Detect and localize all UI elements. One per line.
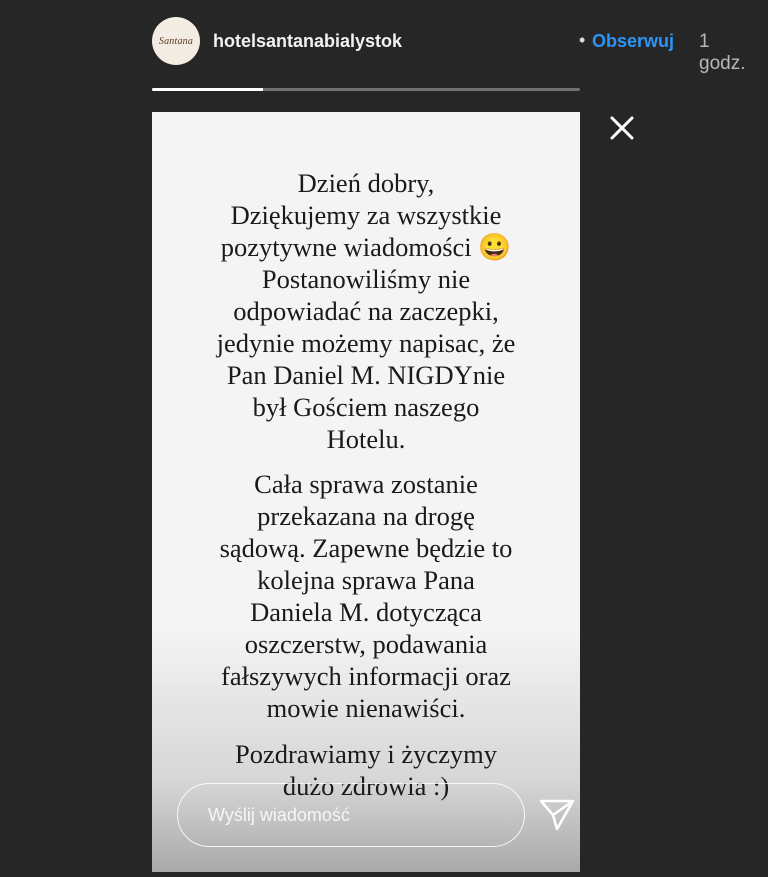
follow-button[interactable]: Obserwuj — [592, 31, 675, 51]
story-progress-fill — [152, 88, 263, 91]
separator-dot: • — [579, 30, 586, 50]
reply-input[interactable] — [177, 783, 525, 847]
story-progress-bar — [152, 88, 580, 91]
post-time: 1 godz. — [699, 31, 746, 74]
story-paragraph-1: Dzień dobry, Dziękujemy za wszystkie pozytywne wiadomości 😀 Postanowiliśmy nie odpowiadać na zaczepki, jedynie możemy napisac, że Pan Daniel M. NIGDYnie był Gościem naszego Hotelu. — [216, 168, 516, 454]
story-paragraph-2: Cała sprawa zostanie przekazana na drogę sądową. Zapewne będzie to kolejna sprawa Pana Daniela M. dotycząca oszczerstw, podawania fałszywych informacji oraz mowie nienawiści. — [219, 469, 513, 723]
story-text — [152, 167, 580, 802]
avatar[interactable] — [152, 17, 200, 65]
send-icon[interactable] — [537, 795, 577, 835]
story-content[interactable] — [152, 112, 580, 872]
username[interactable]: hotelsantanabialystok — [213, 31, 403, 51]
story-paragraph-3: Pozdrawiamy i życzymy dużo zdrowia :) — [235, 739, 497, 801]
reply-placeholder: Wyślij wiadomość — [208, 804, 350, 825]
story-header — [152, 17, 746, 74]
close-icon[interactable] — [606, 112, 638, 144]
avatar-logo-text: Santana — [158, 35, 194, 47]
